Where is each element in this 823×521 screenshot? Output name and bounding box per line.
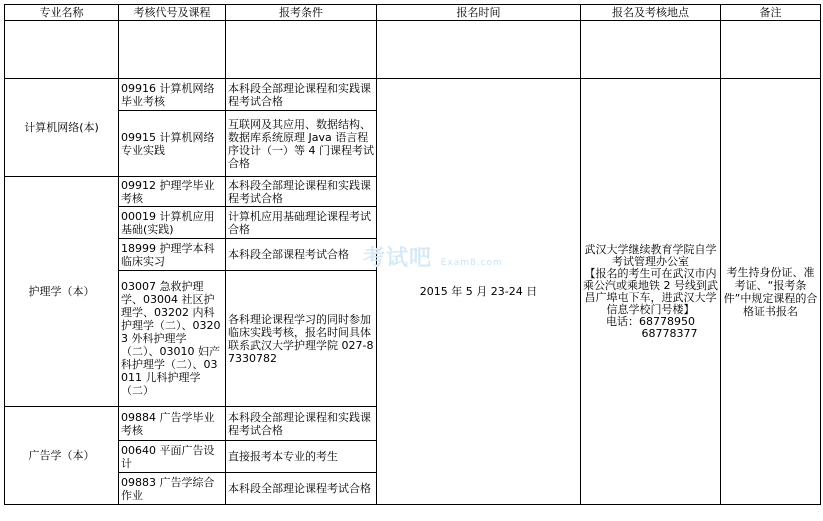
- condition-cell: 直接报考本专业的考生: [226, 441, 377, 473]
- table-row: [5, 79, 821, 111]
- phone-number-2: 68778377: [641, 326, 698, 340]
- phone-label: 电话：: [606, 314, 639, 328]
- location-phone-line: [583, 316, 718, 328]
- major-nursing: 护理学（本）: [5, 177, 119, 407]
- location-office: 武汉大学继续教育学院自学考试管理办公室: [584, 242, 717, 268]
- header-location: 报名及考核地点: [581, 5, 721, 21]
- course-cell: 09916 计算机网络毕业考核: [119, 79, 226, 111]
- condition-cell: 本科段全部课程考试合格: [226, 239, 377, 271]
- condition-cell: 本科段全部理论课程和实践课程考试合格: [226, 177, 377, 207]
- condition-cell: 计算机应用基础理论课程考试合格: [226, 207, 377, 239]
- course-cell: 09915 计算机网络专业实践: [119, 111, 226, 177]
- empty-row: [5, 21, 821, 79]
- course-cell: 03007 急救护理学、03004 社区护理学、03202 内科护理学（二）、03203 外科护理学（二）、03010 妇产科护理学（二）、03011 儿科护理学（二）: [119, 271, 226, 407]
- course-cell: 18999 护理学本科临床实习: [119, 239, 226, 271]
- watermark-subtext: Exam8.com: [440, 258, 503, 268]
- header-condition: 报考条件: [226, 5, 377, 21]
- header-major: 专业名称: [5, 5, 119, 21]
- course-cell: 00019 计算机应用基础(实践): [119, 207, 226, 239]
- condition-cell: 本科段全部理论课程考试合格: [226, 473, 377, 505]
- remark-cell: 考生持身份证、准考证、“报考条件”中规定课程的合格证书报名: [721, 79, 821, 505]
- header-course: 考核代号及课程: [119, 5, 226, 21]
- condition-cell: 各科理论课程学习的同时参加临床实践考核，报名时间具体联系武汉大学护理学院 027-87330782: [226, 271, 377, 407]
- watermark-text: 考试吧: [363, 246, 433, 271]
- course-cell: 09884 广告学毕业考核: [119, 407, 226, 441]
- phone-number-1: 68778950: [639, 314, 695, 328]
- major-computer-network: 计算机网络(本): [5, 79, 119, 177]
- condition-cell: 本科段全部理论课程和实践课程考试合格: [226, 407, 377, 441]
- empty-cell: [377, 21, 581, 79]
- empty-cell: [5, 21, 119, 79]
- registration-location: [581, 79, 721, 505]
- header-remark: 备注: [721, 5, 821, 21]
- condition-cell: 本科段全部理论课程和实践课程考试合格: [226, 79, 377, 111]
- condition-cell: 互联网及其应用、数据结构、数据库系统原理 Java 语言程序设计（一）等 4 门课程考试合格: [226, 111, 377, 177]
- header-reg-time: 报名时间: [377, 5, 581, 21]
- course-cell: 00640 平面广告设计: [119, 441, 226, 473]
- header-row: [5, 5, 821, 21]
- course-cell: 09883 广告学综合作业: [119, 473, 226, 505]
- empty-cell: [721, 21, 821, 79]
- location-directions: 【报名的考生可在武汉市内乘公汽或乘地铁 2 号线到武昌广埠屯下车，进武汉大学信息学校门号楼】: [583, 266, 718, 316]
- empty-cell: [119, 21, 226, 79]
- empty-cell: [226, 21, 377, 79]
- course-cell: 09912 护理学毕业考核: [119, 177, 226, 207]
- major-advertising: 广告学（本）: [5, 407, 119, 505]
- registration-time: 2015 年 5 月 23-24 日: [377, 79, 581, 505]
- exam-schedule-table: [4, 4, 821, 505]
- empty-cell: [581, 21, 721, 79]
